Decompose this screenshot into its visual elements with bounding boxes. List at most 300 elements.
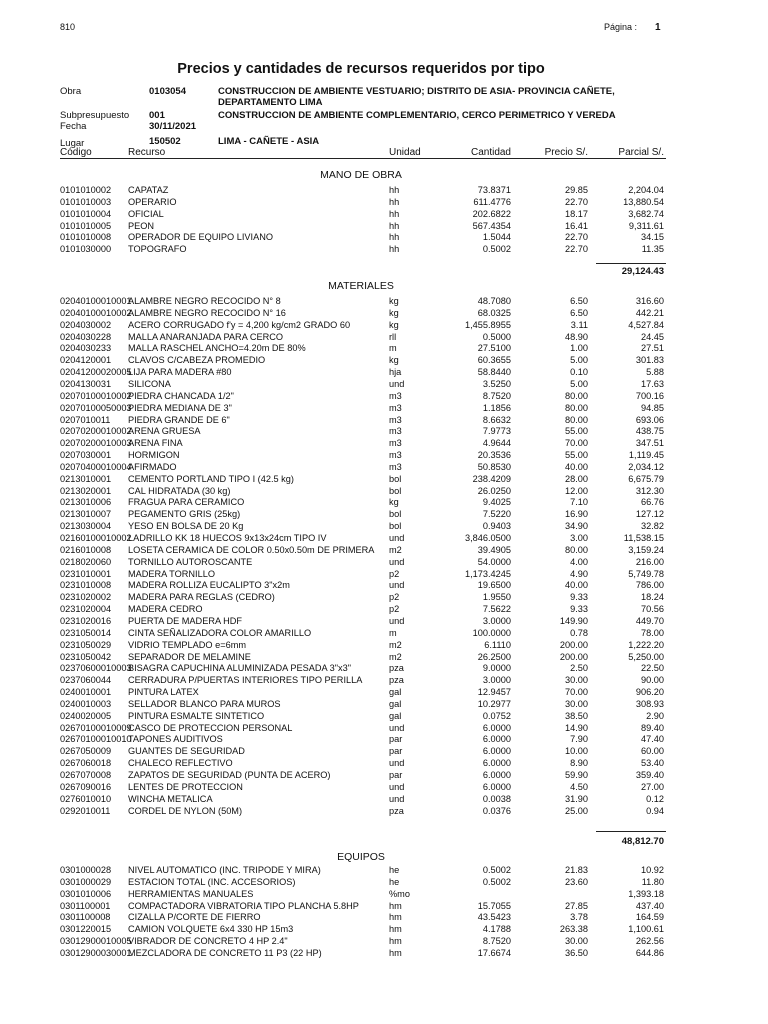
resource-name: ALAMBRE NEGRO RECOCIDO N° 8 (128, 296, 281, 306)
resource-name: MADERA CEDRO (128, 604, 203, 615)
resource-name: MALLA RASCHEL ANCHO=4.20m DE 80% (128, 343, 306, 354)
resource-parcial: 2.90 (646, 710, 664, 721)
resource-code: 0301220015 (60, 924, 112, 935)
resource-code: 0292010011 (60, 805, 111, 816)
resource-unit: hh (389, 196, 400, 207)
resource-parcial: 1,100.61 (628, 924, 664, 935)
resource-price: 16.90 (565, 509, 588, 520)
table-row (0, 221, 768, 233)
resource-price: 10.00 (565, 746, 588, 757)
resource-code: 02070200010003 (60, 438, 132, 449)
resource-quantity: 6.0000 (482, 734, 511, 745)
resource-unit: bol (389, 485, 402, 496)
resource-unit: m3 (389, 438, 402, 449)
resource-parcial: 262.56 (635, 936, 664, 947)
resource-unit: m (389, 343, 397, 354)
table-row (0, 640, 768, 652)
resource-name: SEPARADOR DE MELAMINE (128, 651, 251, 662)
resource-price: 80.00 (565, 390, 588, 401)
resource-unit: und (389, 793, 405, 804)
resource-parcial: 906.20 (635, 687, 664, 698)
resource-quantity: 100.0000 (472, 627, 511, 638)
table-row (0, 948, 768, 960)
resource-quantity: 0.0752 (482, 710, 511, 721)
table-row (0, 438, 768, 450)
table-row (0, 185, 768, 197)
page-number: 1 (655, 22, 661, 33)
column-header-recurso: Recurso (128, 147, 166, 158)
resource-parcial: 786.00 (635, 580, 664, 591)
resource-parcial: 94.85 (641, 402, 664, 413)
resource-quantity: 9.0000 (482, 663, 511, 674)
resource-code: 02070100050003 (60, 402, 132, 413)
resource-quantity: 9.4025 (482, 497, 511, 508)
resource-unit: m2 (389, 651, 402, 662)
resource-parcial: 700.16 (635, 390, 664, 401)
resource-parcial: 301.83 (635, 355, 664, 366)
obra-code: 0103054 (149, 86, 186, 97)
resource-parcial: 27.51 (641, 343, 664, 354)
resource-price: 1.00 (570, 343, 588, 354)
table-row (0, 592, 768, 604)
obra-description-line-1: CONSTRUCCION DE AMBIENTE VESTUARIO; DISTRITO DE ASIA- PROVINCIA CAÑETE, (218, 86, 615, 97)
resource-name: CASCO DE PROTECCION PERSONAL (128, 722, 293, 733)
resource-unit: hm (389, 924, 402, 935)
resource-parcial: 5,749.78 (628, 568, 664, 579)
resource-unit: par (389, 734, 403, 745)
table-row (0, 343, 768, 355)
resource-code: 0301100008 (60, 912, 111, 923)
resource-name: HORMIGON (128, 450, 180, 461)
resource-unit: kg (389, 307, 399, 318)
resource-parcial: 1,222.20 (628, 639, 664, 650)
resource-name: WINCHA METALICA (128, 793, 213, 804)
resource-parcial: 4,527.84 (628, 319, 664, 330)
obra-label: Obra (60, 86, 82, 97)
column-header-unidad: Unidad (389, 147, 421, 158)
table-row (0, 901, 768, 913)
resource-parcial: 24.45 (641, 331, 664, 342)
table-row (0, 865, 768, 877)
resource-quantity: 8.6632 (482, 414, 511, 425)
resource-name: PEON (128, 220, 155, 231)
resource-price: 25.00 (565, 805, 588, 816)
resource-parcial: 216.00 (635, 556, 664, 567)
resource-unit: und (389, 580, 405, 591)
table-row (0, 426, 768, 438)
resource-quantity: 27.5100 (477, 343, 511, 354)
resource-name: LADRILLO KK 18 HUECOS 9x13x24cm TIPO IV (128, 533, 327, 543)
resource-price: 4.00 (570, 556, 588, 567)
resource-code: 0231010008 (60, 580, 112, 591)
resource-code: 0101010008 (60, 232, 112, 243)
resource-parcial: 11,538.15 (623, 533, 664, 543)
resource-code: 02040100010002 (60, 307, 132, 318)
resource-parcial: 316.60 (635, 296, 664, 306)
resource-quantity: 7.5220 (482, 509, 511, 520)
resource-parcial: 347.51 (635, 438, 664, 449)
table-row (0, 486, 768, 498)
resource-name: PINTURA LATEX (128, 687, 199, 698)
resource-price: 3.00 (570, 533, 588, 543)
resource-price: 23.60 (565, 876, 588, 887)
resource-name: ZAPATOS DE SEGURIDAD (PUNTA DE ACERO) (128, 770, 331, 780)
table-row (0, 569, 768, 581)
resource-quantity: 54.0000 (477, 556, 511, 567)
header-divider (60, 158, 666, 159)
resource-code: 0207010011 (60, 414, 111, 425)
resource-parcial: 0.12 (646, 793, 664, 804)
resource-price: 28.00 (565, 473, 588, 484)
resource-price: 18.17 (565, 208, 588, 219)
lugar-code: 150502 (149, 136, 181, 147)
table-row (0, 320, 768, 332)
resource-code: 0213020001 (60, 485, 112, 496)
resource-name: MADERA TORNILLO (128, 568, 215, 579)
resource-quantity: 0.5000 (482, 331, 511, 342)
resource-price: 0.10 (570, 367, 588, 378)
resource-quantity: 238.4209 (472, 473, 511, 484)
resource-code: 02041200020005 (60, 367, 132, 378)
resource-unit: und (389, 556, 405, 567)
column-header-cantidad: Cantidad (470, 147, 511, 158)
resource-name: PEGAMENTO GRIS (25kg) (128, 509, 241, 520)
resource-unit: bol (389, 521, 402, 532)
resource-quantity: 50.8530 (477, 461, 511, 472)
lugar-description: LIMA - CAÑETE - ASIA (218, 136, 320, 147)
resource-quantity: 611.4776 (473, 196, 511, 207)
resource-price: 22.70 (565, 196, 588, 207)
table-row (0, 782, 768, 794)
resource-code: 0237060044 (60, 675, 112, 686)
resource-unit: m3 (389, 426, 402, 437)
resource-name: CAPATAZ (128, 185, 169, 195)
table-row (0, 379, 768, 391)
resource-code: 02070400010004 (60, 461, 132, 472)
resource-parcial: 0.94 (646, 805, 664, 816)
table-row (0, 806, 768, 818)
resource-price: 200.00 (559, 651, 588, 662)
resource-code: 0213010006 (60, 497, 112, 508)
resource-code: 0231010001 (60, 568, 112, 579)
resource-price: 70.00 (565, 687, 588, 698)
resource-price: 22.70 (565, 244, 588, 255)
resource-unit: hm (389, 936, 402, 947)
resource-code: 0231050029 (60, 639, 112, 650)
resource-parcial: 3,159.24 (628, 544, 664, 555)
resource-quantity: 58.8440 (477, 367, 511, 378)
table-row (0, 415, 768, 427)
resource-quantity: 0.9403 (482, 521, 511, 532)
resource-name: TOPOGRAFO (128, 244, 187, 255)
resource-unit: he (389, 876, 400, 887)
resource-parcial: 5,250.00 (628, 651, 664, 662)
resource-code: 0231050042 (60, 651, 112, 662)
resource-unit: bol (389, 473, 402, 484)
resource-name: ARENA GRUESA (128, 426, 201, 437)
resource-quantity: 6.0000 (482, 746, 511, 757)
resource-unit: hh (389, 220, 400, 231)
resource-name: CORDEL DE NYLON (50M) (128, 805, 243, 816)
resource-parcial: 2,034.12 (628, 461, 664, 472)
resource-price: 80.00 (565, 544, 588, 555)
resource-quantity: 0.0038 (482, 793, 511, 804)
resource-quantity: 10.2977 (477, 698, 511, 709)
subtotal-divider (596, 831, 666, 832)
page-title: Precios y cantidades de recursos requeridos por tipo (177, 61, 545, 77)
subtotal-divider (596, 263, 666, 264)
resource-quantity: 48.7080 (477, 296, 511, 306)
resource-price: 55.00 (565, 426, 588, 437)
table-row (0, 580, 768, 592)
resource-price: 4.90 (570, 568, 588, 579)
resource-unit: pza (389, 675, 404, 686)
resource-name: MALLA ANARANJADA PARA CERCO (128, 331, 284, 342)
resource-name: TORNILLO AUTOROSCANTE (128, 556, 253, 567)
resource-parcial: 13,880.54 (623, 196, 664, 207)
resource-quantity: 68.0325 (477, 307, 511, 318)
resource-unit: m2 (389, 639, 402, 650)
resource-parcial: 693.06 (635, 414, 664, 425)
resource-unit: pza (389, 805, 404, 816)
resource-price: 80.00 (565, 402, 588, 413)
resource-quantity: 6.1110 (484, 639, 511, 650)
resource-name: GUANTES DE SEGURIDAD (128, 746, 245, 757)
table-row (0, 616, 768, 628)
resource-price: 21.83 (565, 865, 588, 875)
resource-code: 0204120001 (60, 355, 112, 366)
table-row (0, 912, 768, 924)
resource-code: 0301000028 (60, 865, 112, 875)
resource-name: CAL HIDRATADA (30 kg) (128, 485, 231, 496)
resource-price: 12.00 (565, 485, 588, 496)
resource-parcial: 10.92 (641, 865, 664, 875)
resource-quantity: 0.5002 (482, 865, 511, 875)
resource-name: PIEDRA GRANDE DE 6" (128, 414, 230, 425)
resource-code: 0267070008 (60, 770, 112, 780)
resource-unit: gal (389, 698, 402, 709)
resource-quantity: 6.0000 (482, 722, 511, 733)
resource-code: 02160100010002 (60, 533, 132, 543)
table-row (0, 403, 768, 415)
resource-name: CERRADURA P/PUERTAS INTERIORES TIPO PERILLA (128, 675, 363, 686)
resource-unit: p2 (389, 604, 400, 615)
resource-unit: hh (389, 185, 400, 195)
resource-price: 2.50 (570, 663, 588, 674)
page-label: Página : (604, 22, 638, 32)
resource-parcial: 34.15 (641, 232, 664, 243)
resource-price: 80.00 (565, 414, 588, 425)
resource-unit: hh (389, 232, 400, 243)
resource-unit: hm (389, 947, 402, 958)
resource-code: 0276010010 (60, 793, 112, 804)
resource-parcial: 6,675.79 (628, 473, 664, 484)
resource-code: 0240020005 (60, 710, 112, 721)
resource-price: 38.50 (565, 710, 588, 721)
resource-parcial: 164.59 (635, 912, 664, 923)
resource-quantity: 1,455.8955 (465, 319, 511, 330)
resource-parcial: 17.63 (641, 378, 664, 389)
table-row (0, 557, 768, 569)
resource-name: CLAVOS C/CABEZA PROMEDIO (128, 355, 266, 366)
resource-code: 0231050014 (60, 627, 112, 638)
resource-parcial: 442.21 (635, 307, 664, 318)
resource-name: MADERA PARA REGLAS (CEDRO) (128, 592, 275, 603)
resource-name: PIEDRA CHANCADA 1/2" (128, 390, 234, 401)
resource-quantity: 1.9550 (482, 592, 511, 603)
resource-parcial: 70.56 (641, 604, 664, 615)
resource-name: VIBRADOR DE CONCRETO 4 HP 2.4" (128, 936, 288, 947)
resource-parcial: 18.24 (641, 592, 664, 603)
resource-price: 6.50 (570, 307, 588, 318)
section-title: EQUIPOS (337, 851, 385, 863)
resource-price: 7.10 (570, 497, 588, 508)
resource-quantity: 4.9644 (482, 438, 511, 449)
resource-price: 3.78 (570, 912, 588, 923)
resource-name: BISAGRA CAPUCHINA ALUMINIZADA PESADA 3"x3" (128, 663, 352, 674)
resource-price: 3.11 (570, 319, 588, 330)
resource-unit: m3 (389, 461, 402, 472)
resource-name: SELLADOR BLANCO PARA MUROS (128, 698, 281, 709)
resource-name: OPERARIO (128, 196, 177, 207)
resource-parcial: 437.40 (635, 900, 664, 911)
resource-price: 16.41 (565, 220, 588, 231)
resource-name: CINTA SEÑALIZADORA COLOR AMARILLO (128, 627, 312, 638)
resource-code: 0101010005 (60, 220, 112, 231)
resource-price: 22.70 (565, 232, 588, 243)
resource-parcial: 644.86 (635, 947, 664, 958)
resource-name: CHALECO REFLECTIVO (128, 758, 233, 769)
resource-price: 14.90 (565, 722, 588, 733)
table-row (0, 462, 768, 474)
table-row (0, 924, 768, 936)
resource-unit: p2 (389, 592, 400, 603)
resource-price: 34.90 (565, 521, 588, 532)
resource-parcial: 1,393.18 (628, 888, 664, 899)
resource-price: 31.90 (565, 793, 588, 804)
resource-unit: gal (389, 687, 402, 698)
resource-code: 0301000029 (60, 876, 112, 887)
table-row (0, 746, 768, 758)
resource-name: PUERTA DE MADERA HDF (128, 615, 243, 626)
resource-unit: hh (389, 208, 400, 219)
resource-code: 0213010001 (60, 473, 112, 484)
table-row (0, 723, 768, 735)
table-row (0, 675, 768, 687)
resource-code: 0218020060 (60, 556, 112, 567)
resource-unit: gal (389, 710, 402, 721)
resource-unit: m2 (389, 544, 402, 555)
table-row (0, 545, 768, 557)
resource-code: 0267090016 (60, 781, 112, 792)
resource-price: 59.90 (565, 770, 588, 780)
resource-code: 02040100010001 (60, 296, 132, 306)
resource-name: ALAMBRE NEGRO RECOCIDO N° 16 (128, 307, 286, 318)
resource-price: 5.00 (570, 378, 588, 389)
subpresupuesto-code: 001 (149, 110, 165, 121)
resource-code: 0231020016 (60, 615, 112, 626)
resource-code: 0231020004 (60, 604, 112, 615)
resource-parcial: 312.30 (635, 485, 664, 496)
resource-code: 0301010006 (60, 888, 112, 899)
resource-parcial: 11.35 (641, 244, 664, 255)
resource-parcial: 438.75 (635, 426, 664, 437)
resource-price: 7.90 (570, 734, 588, 745)
resource-code: 0204030233 (60, 343, 112, 354)
resource-parcial: 359.40 (635, 770, 664, 780)
resource-price: 30.00 (565, 698, 588, 709)
table-row (0, 497, 768, 509)
resource-code: 0267050009 (60, 746, 112, 757)
resource-code: 0101030000 (60, 244, 112, 255)
resource-unit: he (389, 865, 400, 875)
resource-name: ACERO CORRUGADO f'y = 4,200 kg/cm2 GRADO 60 (128, 319, 351, 330)
resource-name: OPERADOR DE EQUIPO LIVIANO (128, 232, 273, 243)
resource-parcial: 53.40 (641, 758, 664, 769)
resource-unit: m (389, 627, 397, 638)
table-row (0, 877, 768, 889)
resource-name: MEZCLADORA DE CONCRETO 11 P3 (22 HP) (128, 947, 322, 958)
column-header-codigo: Código (60, 147, 92, 158)
resource-quantity: 39.4905 (477, 544, 511, 555)
resource-code: 0216010008 (60, 544, 112, 555)
table-row (0, 794, 768, 806)
resource-code: 0231020002 (60, 592, 112, 603)
resource-unit: hm (389, 912, 402, 923)
resource-name: ESTACION TOTAL (INC. ACCESORIOS) (128, 876, 296, 887)
resource-quantity: 202.6822 (472, 208, 511, 219)
resource-parcial: 47.40 (641, 734, 664, 745)
table-row (0, 355, 768, 367)
resource-price: 6.50 (570, 296, 588, 306)
resource-code: 0213030004 (60, 521, 112, 532)
resource-unit: %mo (389, 888, 410, 899)
table-row (0, 474, 768, 486)
resource-unit: pza (389, 663, 404, 674)
section-subtotal: 29,124.43 (621, 266, 664, 277)
resource-quantity: 20.3536 (477, 450, 511, 461)
table-row (0, 889, 768, 901)
resource-name: OFICIAL (128, 208, 164, 219)
resource-quantity: 0.0376 (482, 805, 511, 816)
table-row (0, 628, 768, 640)
resource-unit: und (389, 781, 405, 792)
resource-code: 02370600010003 (60, 663, 132, 674)
resource-unit: und (389, 378, 405, 389)
table-row (0, 604, 768, 616)
resource-parcial: 90.00 (641, 675, 664, 686)
table-row (0, 652, 768, 664)
resource-code: 02670100010009 (60, 722, 132, 733)
resource-price: 263.38 (559, 924, 588, 935)
resource-quantity: 6.0000 (482, 770, 511, 780)
resource-price: 0.78 (570, 627, 588, 638)
resource-parcial: 9,311.61 (628, 220, 664, 231)
resource-unit: rll (389, 331, 397, 342)
resource-name: TAPONES AUDITIVOS (128, 734, 223, 745)
resource-code: 0207030001 (60, 450, 112, 461)
resource-name: MADERA ROLLIZA EUCALIPTO 3"x2m (128, 580, 290, 591)
column-header-precio: Precio S/. (544, 147, 588, 158)
resource-quantity: 6.0000 (482, 781, 511, 792)
resource-quantity: 1,173.4245 (465, 568, 511, 579)
resource-quantity: 26.2500 (477, 651, 511, 662)
resource-unit: und (389, 533, 405, 543)
resource-price: 4.50 (570, 781, 588, 792)
resource-price: 40.00 (565, 580, 588, 591)
resource-price: 36.50 (565, 947, 588, 958)
resource-name: LOSETA CERAMICA DE COLOR 0.50x0.50m DE PRIMERA (128, 544, 375, 555)
